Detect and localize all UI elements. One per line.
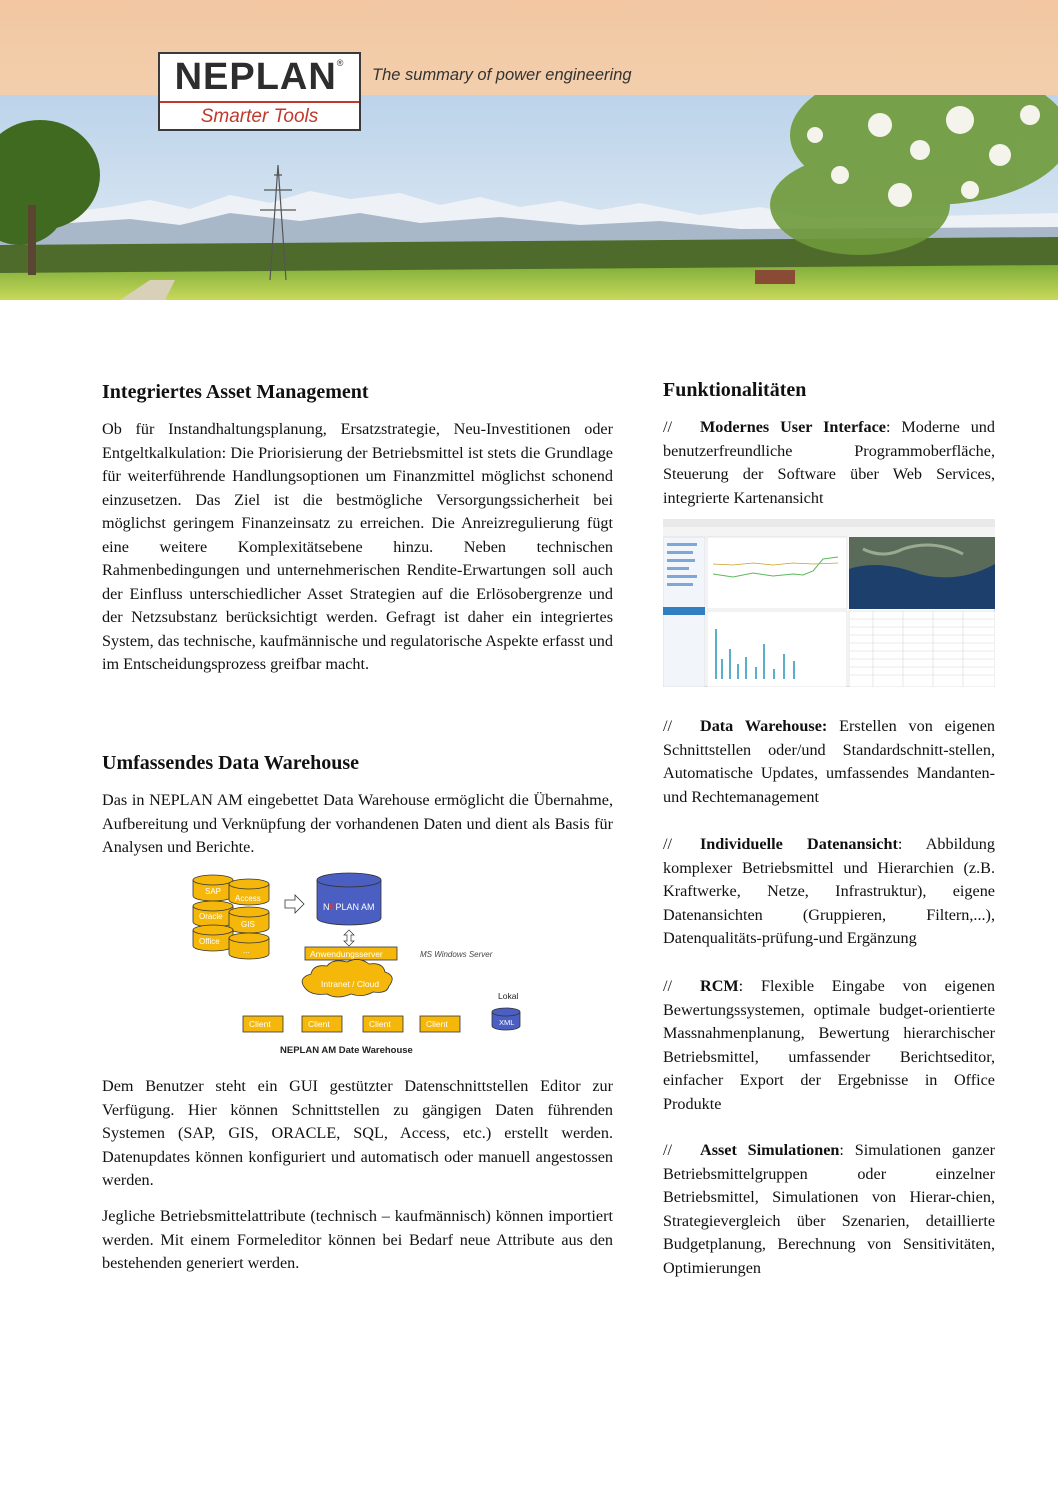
feature-bullet: // (663, 1141, 672, 1159)
feature-bullet: // (663, 717, 672, 735)
feature-text: Erstellen von eigenen Schnittstellen oder/und Standardschnitt-stellen, Automatische Updates, umfassendes Mandanten- und Rechtemanagement (663, 717, 995, 806)
tagline: The summary of power engineering (372, 66, 632, 84)
db-label-neplan-am: NEPLAN AM (323, 902, 375, 912)
arrow-right-icon (285, 895, 304, 913)
client-label-2: Client (308, 1019, 330, 1029)
xml-label: XML (499, 1018, 515, 1027)
client-label-1: Client (249, 1019, 271, 1029)
db-label-oracle: Oracle (199, 912, 223, 921)
paragraph-data-warehouse: Das in NEPLAN AM eingebettet Data Warehouse ermöglicht die Übernahme, Aufbereitung und Verknüpfung der vorhandenen Daten und dient als Basis für Analysen und Berichte. (102, 791, 613, 856)
section-title-functionalities: Funktionalitäten (663, 379, 807, 401)
server-label: MS Windows Server (420, 950, 493, 959)
app-server-label: Anwendungsserver (310, 949, 383, 959)
double-arrow-icon (344, 930, 354, 946)
db-label-access: Access (235, 894, 261, 903)
feature-bullet: // (663, 418, 672, 436)
paragraph-gui-editor: Dem Benutzer steht ein GUI gestützter Datenschnittstellen Editor zur Verfügung. Hier können Schnittstellen zu gängigen Daten führenden Systemen (SAP, GIS, ORACLE, SQL, Access, etc.) erstellt werden. Datenupdates können konfiguriert und automatisch oder manuell angestossen werden. (102, 1077, 613, 1189)
client-label-3: Client (369, 1019, 391, 1029)
local-label: Lokal (498, 991, 519, 1001)
feature-name: Modernes User Interface (700, 418, 886, 436)
feature-name: Data Warehouse: (700, 717, 828, 735)
feature-rcm (663, 975, 995, 1116)
feature-bullet: // (663, 977, 672, 995)
feature-data-warehouse (663, 715, 995, 809)
feature-bullet: // (663, 835, 672, 853)
section-title-asset-management: Integriertes Asset Management (102, 381, 369, 403)
cloud-label: Intranet / Cloud (321, 979, 380, 989)
feature-separator: : (738, 977, 744, 995)
neplan-am-database (317, 873, 381, 925)
feature-text: Simulationen ganzer Betriebsmittelgruppen oder einzelner Betriebsmittel, Simulationen von Hierar-chien, Strategievergleich über Szenarien, detaillierte Budgetplanung, Berechnung von Sensitivitäten, Optimierungen (663, 1141, 995, 1277)
feature-name: Asset Simulationen (700, 1141, 840, 1159)
feature-separator: : (886, 418, 891, 436)
feature-name: Individuelle Datenansicht (700, 835, 898, 853)
db-label-more: ... (243, 946, 250, 955)
feature-separator: : (897, 835, 903, 853)
feature-text: Flexible Eingabe von eigenen Bewertungssystemen, optimale budget-orientierte Massnahmenplanung, Bewertung hierarchischer Betriebsmittel, umfassender Berichtseditor, einfacher Export der Ergebnisse in Office Produkte (663, 977, 995, 1113)
db-label-gis: GIS (241, 920, 255, 929)
feature-user-interface (663, 416, 995, 510)
feature-text: Abbildung komplexer Betriebsmittel und Hierarchien (z.B. Kraftwerke, Netze, Infrastruktur), eigene Datenansichten (Gruppieren, Filtern,...), Datenqualitäts-prüfung-und Ergänzung (663, 835, 995, 947)
logo-brand: NEPLAN (174, 56, 337, 98)
feature-text: Moderne und benutzerfreundliche Programmoberfläche, Steuerung der Software über Web Services, integrierte Kartenansicht (663, 418, 995, 507)
software-screenshot (663, 519, 995, 687)
data-warehouse-diagram (185, 870, 530, 1060)
section-title-data-warehouse: Umfassendes Data Warehouse (102, 752, 360, 774)
paragraph-asset-management: Ob für Instandhaltungsplanung, Ersatzstrategie, Neu-Investitionen oder Entgeltkalkulation: Die Priorisierung der Betriebsmittel ist stets die Grundlage für weiterführende Handlungsoptionen um Finanzmittel möglichst schonend einzusetzen. Das Ziel ist die bestmögliche Versorgungssicherheit bei möglichst geringem Finanzeinsatz zu erreichen. Die Anreizregulierung fügt eine weitere Komplexitätsebene hinzu. Neben technischen Rahmenbedingungen und unternehmerischen Rendite-Erwartungen soll auch der Einfluss unterschiedlicher Asset Strategien auf die Erlösobergrenze und der Netzsubstanz berücksichtigt werden. Gefragt ist daher ein integriertes System, das technische, kaufmännische und regulatorische Aspekte erfasst und im Entscheidungsprozess greifbar macht. (102, 420, 613, 673)
client-label-4: Client (426, 1019, 448, 1029)
neplan-logo (158, 52, 361, 131)
feature-separator: : (839, 1141, 844, 1159)
feature-data-view (663, 833, 995, 951)
paragraph-attributes: Jegliche Betriebsmittelattribute (technisch – kaufmännisch) können importiert werden. Mit einem Formeleditor können bei Bedarf neue Attribute aus den bestehenden generiert werden. (102, 1207, 613, 1272)
db-label-sap: SAP (205, 887, 222, 896)
feature-asset-simulations (663, 1139, 995, 1280)
logo-registered-mark: ® (336, 58, 345, 68)
feature-name: RCM (700, 977, 739, 995)
logo-subtitle: Smarter Tools (200, 106, 319, 127)
header-banner (0, 0, 1058, 300)
diagram-caption: NEPLAN AM Date Warehouse (280, 1045, 413, 1056)
db-label-office: Office (199, 937, 220, 946)
